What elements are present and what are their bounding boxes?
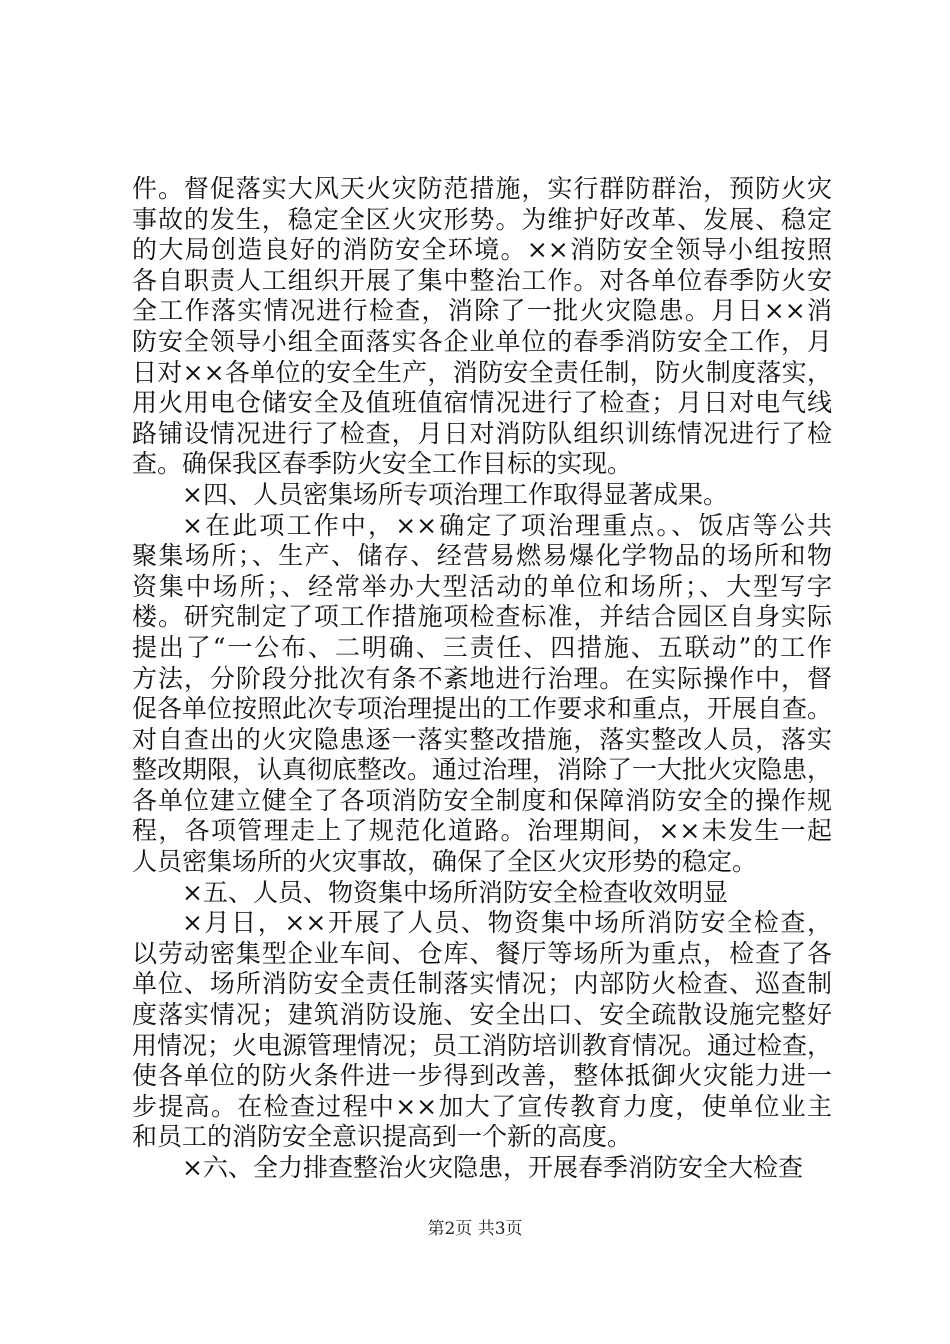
text-line: 查。确保我区春季防火安全工作目标的实现。 <box>132 449 633 479</box>
text-line: 件。督促落实大风天火灾防范措施，实行群防群治，预防火灾 <box>132 174 832 203</box>
text-line: 促各单位按照此次专项治理提出的工作要求和重点，开展自查。 <box>132 694 832 724</box>
text-line: 的大局创造良好的消防安全环境。××消防安全领导小组按照 <box>132 235 832 265</box>
text-line: ×月日，××开展了人员、物资集中场所消防安全检查， <box>182 908 832 938</box>
text-line: ×在此项工作中，××确定了项治理重点。、饭店等公共 <box>182 510 832 540</box>
text-line: 方法，分阶段分批次有条不紊地进行治理。在实际操作中，督 <box>132 663 832 693</box>
body-text <box>132 174 832 1184</box>
text-line: 以劳动密集型企业车间、仓库、餐厅等场所为重点，检查了各 <box>132 938 832 968</box>
section-heading: ×六、全力排查整治火灾隐患，开展春季消防安全大检查 <box>182 1153 803 1182</box>
page-number-footer: 第2页 共3页 <box>427 1219 523 1239</box>
section-heading: ×五、人员、物资集中场所消防安全检查收效明显 <box>182 877 728 907</box>
text-line: 程，各项管理走上了规范化道路。治理期间，××未发生一起 <box>132 816 832 846</box>
text-line: 各单位建立健全了各项消防安全制度和保障消防安全的操作规 <box>132 785 832 815</box>
text-line: 对自查出的火灾隐患逐一落实整改措施，落实整改人员，落实 <box>132 724 832 754</box>
text-line: 使各单位的防火条件进一步得到改善，整体抵御火灾能力进一 <box>132 1061 832 1091</box>
text-line: 和员工的消防安全意识提高到一个新的高度。 <box>132 1122 633 1152</box>
text-line: 资集中场所；、经常举办大型活动的单位和场所；、大型写字 <box>132 571 832 601</box>
text-line: 用火用电仓储安全及值班值宿情况进行了检查；月日对电气线 <box>132 388 832 418</box>
text-line: 提出了“一公布、二明确、三责任、四措施、五联动”的工作 <box>132 632 832 662</box>
text-line: 度落实情况；建筑消防设施、安全出口、安全疏散设施完整好 <box>132 1000 832 1030</box>
text-line: 楼。研究制定了项工作措施项检查标准，并结合园区自身实际 <box>132 602 832 632</box>
text-line: 各自职责人工组织开展了集中整治工作。对各单位春季防火安 <box>132 265 832 295</box>
text-line: 单位、场所消防安全责任制落实情况；内部防火检查、巡查制 <box>132 969 832 999</box>
text-line: 日对××各单位的安全生产，消防安全责任制，防火制度落实， <box>132 357 832 387</box>
text-line: 聚集场所；、生产、储存、经营易燃易爆化学物品的场所和物 <box>132 541 832 571</box>
text-line: 路铺设情况进行了检查，月日对消防队组织训练情况进行了检 <box>132 418 832 448</box>
text-line: 用情况；火电源管理情况；员工消防培训教育情况。通过检查， <box>132 1030 832 1060</box>
text-line: 事故的发生，稳定全区火灾形势。为维护好改革、发展、稳定 <box>132 204 832 234</box>
text-line: 全工作落实情况进行检查，消除了一批火灾隐患。月日××消 <box>132 296 832 326</box>
text-line: 防安全领导小组全面落实各企业单位的春季消防安全工作，月 <box>132 326 832 356</box>
text-line: 步提高。在检查过程中××加大了宣传教育力度，使单位业主 <box>132 1091 832 1121</box>
text-line: 整改期限，认真彻底整改。通过治理，消除了一大批火灾隐患， <box>132 755 832 785</box>
text-line: 人员密集场所的火灾事故，确保了全区火灾形势的稳定。 <box>132 847 758 877</box>
section-heading: ×四、人员密集场所专项治理工作取得显著成果。 <box>182 479 728 509</box>
